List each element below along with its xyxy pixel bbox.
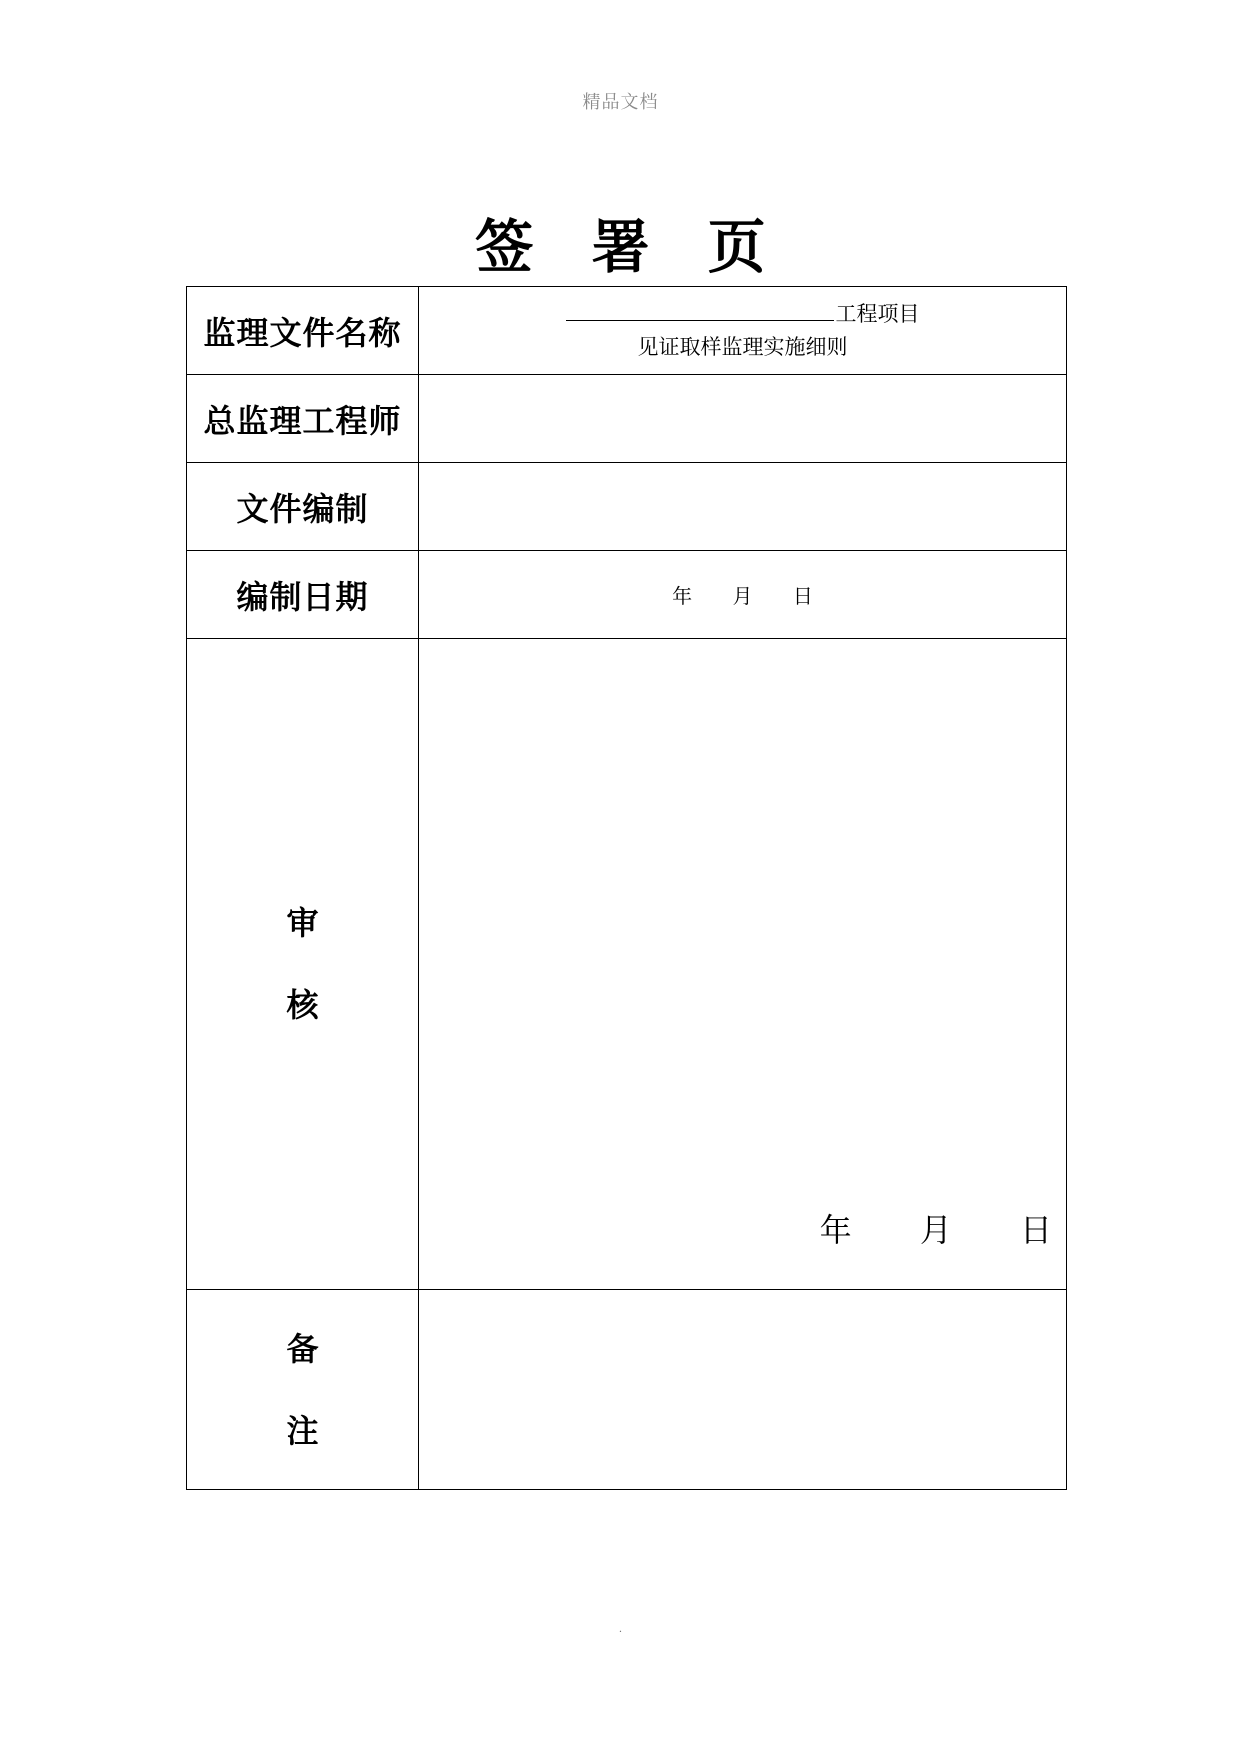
project-name-blank[interactable] [566, 298, 834, 321]
label-review-char-1: 审 [286, 904, 319, 942]
label-review [187, 639, 419, 1290]
label-remarks-char-1: 备 [286, 1329, 319, 1368]
review-date: 年 月 日 [819, 1211, 1052, 1249]
review-content[interactable] [419, 639, 1067, 1290]
row-compiled-by [187, 463, 1067, 551]
signature-table [186, 286, 1067, 1490]
document-name-line1 [419, 298, 1066, 331]
row-document-name [187, 287, 1067, 375]
document-name-line2: 见证取样监理实施细则 [637, 334, 848, 359]
chief-engineer-value[interactable] [419, 375, 1067, 463]
row-compile-date [187, 551, 1067, 639]
label-chief-engineer: 总监理工程师 [187, 375, 419, 463]
compile-date-value[interactable]: 年 月 日 [419, 551, 1067, 639]
row-review [187, 639, 1067, 1290]
document-name-cell[interactable] [419, 287, 1067, 375]
footer-mark: . [618, 1624, 623, 1635]
label-remarks [187, 1290, 419, 1490]
page-title: 签 署 页 [475, 213, 766, 281]
label-document-name: 监理文件名称 [187, 287, 419, 375]
remarks-content[interactable] [419, 1290, 1067, 1490]
header-watermark: 精品文档 [582, 92, 659, 113]
label-review-char-2: 核 [286, 986, 319, 1024]
label-compile-date: 编制日期 [187, 551, 419, 639]
project-suffix: 工程项目 [835, 301, 920, 326]
row-remarks [187, 1290, 1067, 1490]
compiled-by-value[interactable] [419, 463, 1067, 551]
label-compiled-by: 文件编制 [187, 463, 419, 551]
label-remarks-char-2: 注 [286, 1411, 319, 1450]
row-chief-engineer [187, 375, 1067, 463]
